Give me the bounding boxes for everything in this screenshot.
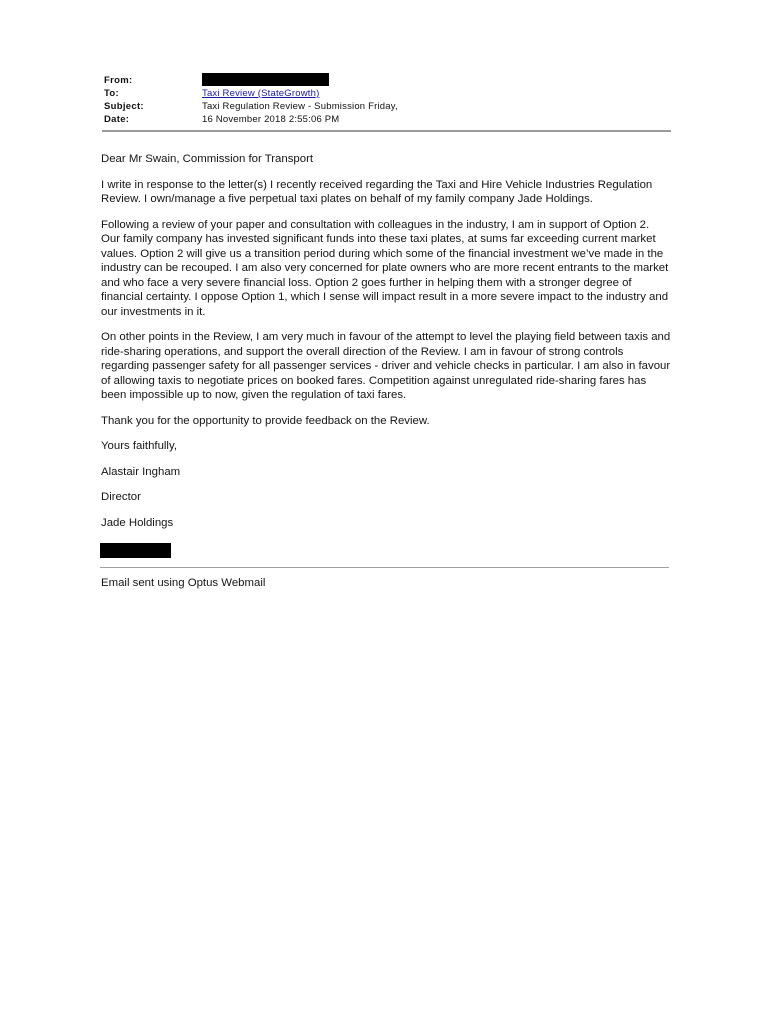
paragraph-1: I write in response to the letter(s) I recently received regarding the Taxi and Hire Vehicle Industries Regulation Review. I own/manage a five perpetual taxi plates on behalf of my family company Jade Holdings. — [101, 178, 653, 205]
salutation: Dear Mr Swain, Commission for Transport — [101, 153, 314, 165]
to-link[interactable]: Taxi Review (StateGrowth) — [202, 88, 320, 99]
email-header — [104, 74, 671, 126]
signer-name: Alastair Ingham — [101, 465, 181, 478]
redaction-box — [202, 73, 329, 86]
signer-company: Jade Holdings — [101, 516, 174, 529]
subject-label: Subject: — [104, 101, 144, 112]
webmail-footer: Email sent using Optus Webmail — [101, 577, 266, 589]
date-row — [104, 113, 671, 126]
from-row — [104, 74, 671, 87]
paragraph-3: On other points in the Review, I am very much in favour of the attempt to level the playing field between taxis and ride-sharing operations, and support the overall direction of the Review. I am in favour of strong controls regarding passenger safety for all passenger services - driver and vehicle checks in particular. I am also in favour of allowing taxis to negotiate prices on booked fares. Competition against unregulated ride-sharing fares has been impossible up to now, given the regulation of taxi fares. — [101, 331, 671, 401]
date-label: Date: — [104, 114, 130, 125]
letter-body — [101, 152, 671, 541]
date-value: 16 November 2018 2:55:06 PM — [202, 114, 340, 125]
subject-row — [104, 100, 671, 113]
closing: Yours faithfully, — [101, 440, 177, 452]
signer-title: Director — [101, 491, 141, 503]
from-label: From: — [104, 75, 133, 86]
to-label: To: — [104, 88, 119, 99]
to-row — [104, 87, 671, 100]
signature-redaction-box — [100, 543, 171, 558]
to-value — [202, 87, 319, 100]
subject-value: Taxi Regulation Review - Submission Friday, — [202, 101, 398, 112]
footer-divider — [100, 567, 669, 568]
paragraph-2: Following a review of your paper and consultation with colleagues in the industry, I am in support of Option 2. Our family company has invested significant funds into these taxi plates, at sums far exceeding current market values. Option 2 will give us a transition period during which some of the financial investment we’ve made in the industry can be recouped. I am also very concerned for plate owners who are more recent entrants to the market and who face a very severe financial loss. Option 2 goes further in helping them with a stronger degree of financial certainty. I oppose Option 1, which I sense will impact result in a more severe impact to the industry and our investments in it. — [101, 218, 669, 318]
paragraph-4: Thank you for the opportunity to provide feedback on the Review. — [101, 414, 430, 427]
header-divider — [102, 130, 671, 132]
